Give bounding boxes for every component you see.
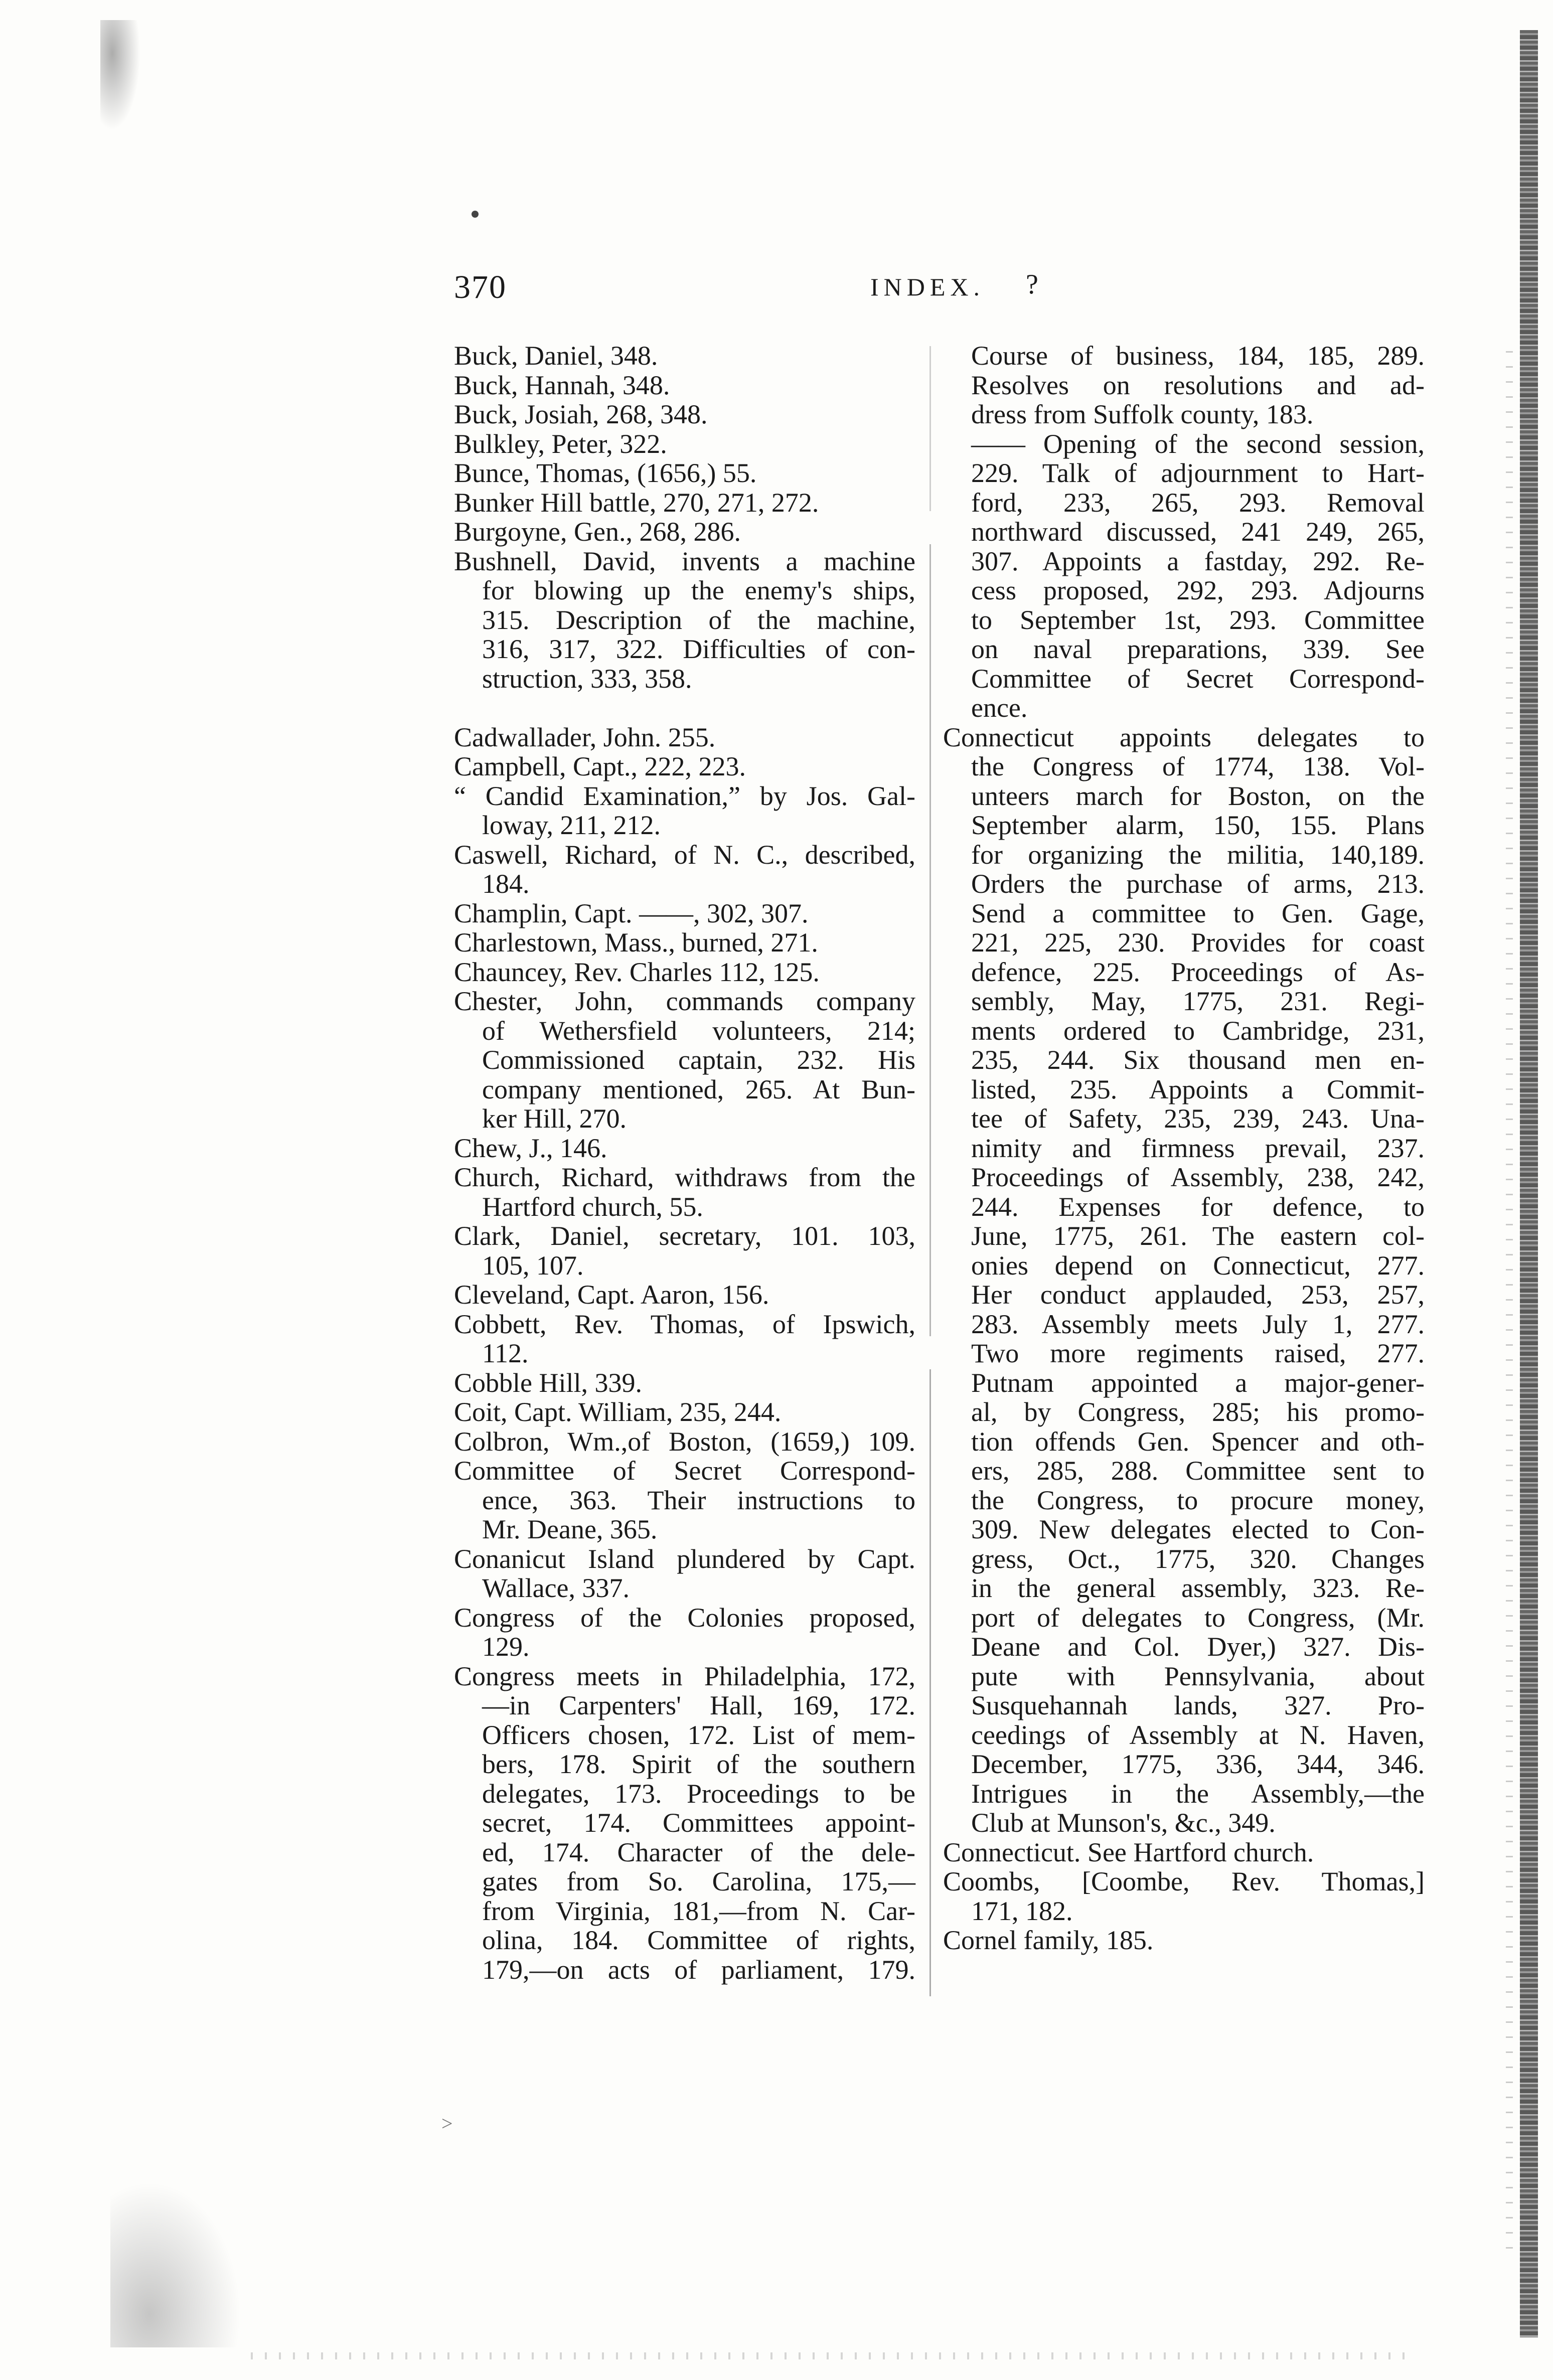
index-line: Commissioned captain, 232. His bbox=[482, 1045, 915, 1075]
index-line: 307. Appoints a fastday, 292. Re- bbox=[971, 546, 1425, 576]
index-line: listed, 235. Appoints a Commit- bbox=[971, 1074, 1425, 1104]
index-line: for organizing the militia, 140,189. bbox=[971, 839, 1425, 870]
index-line: Congress meets in Philadelphia, 172, bbox=[454, 1661, 915, 1691]
index-line: of Wethersfield volunteers, 214; bbox=[482, 1015, 915, 1046]
index-line: Colbron, Wm.,of Boston, (1659,) 109. bbox=[454, 1426, 915, 1457]
index-line: June, 1775, 261. The eastern col- bbox=[971, 1221, 1425, 1251]
index-line: Buck, Daniel, 348. bbox=[454, 341, 658, 371]
index-line: Intrigues in the Assembly,—the bbox=[971, 1778, 1425, 1809]
entry-gap bbox=[454, 693, 915, 723]
index-line: the Congress of 1774, 138. Vol- bbox=[971, 751, 1425, 781]
index-line: pute with Pennsylvania, about bbox=[971, 1661, 1425, 1691]
index-line: ford, 233, 265, 293. Removal bbox=[971, 487, 1425, 518]
index-line: for blowing up the enemy's ships, bbox=[482, 575, 915, 605]
index-line: delegates, 173. Proceedings to be bbox=[482, 1778, 915, 1809]
index-line: —— Opening of the second session, bbox=[971, 428, 1425, 459]
index-line: Two more regiments raised, 277. bbox=[971, 1338, 1425, 1368]
index-line: Bunker Hill battle, 270, 271, 272. bbox=[454, 487, 819, 518]
index-line: cess proposed, 292, 293. Adjourns bbox=[971, 575, 1425, 605]
index-line: 283. Assembly meets July 1, 277. bbox=[971, 1309, 1425, 1339]
index-line: Club at Munson's, &c., 349. bbox=[971, 1808, 1276, 1838]
index-line: Committee of Secret Correspond- bbox=[971, 663, 1425, 694]
index-line: Chauncey, Rev. Charles 112, 125. bbox=[454, 957, 820, 987]
index-column-right bbox=[943, 341, 1425, 1955]
index-line: 105, 107. bbox=[482, 1250, 584, 1281]
index-line: 229. Talk of adjournment to Hart- bbox=[971, 458, 1425, 488]
index-line: ed, 174. Character of the dele- bbox=[482, 1837, 915, 1867]
index-line: ence. bbox=[971, 693, 1028, 723]
index-line: Congress of the Colonies proposed, bbox=[454, 1602, 915, 1633]
margin-mark: > bbox=[441, 2112, 453, 2135]
index-line: “ Candid Examination,” by Jos. Gal- bbox=[454, 780, 915, 811]
index-line: Course of business, 184, 185, 289. bbox=[971, 341, 1425, 371]
index-line: Connecticut appoints delegates to bbox=[943, 722, 1425, 752]
index-line: Church, Richard, withdraws from the bbox=[454, 1162, 915, 1192]
index-line: defence, 225. Proceedings of As- bbox=[971, 957, 1425, 987]
index-line: 129. bbox=[482, 1632, 530, 1662]
index-line: gates from So. Carolina, 175,— bbox=[482, 1866, 915, 1896]
index-line: to September 1st, 293. Committee bbox=[971, 604, 1425, 635]
index-line: Bunce, Thomas, (1656,) 55. bbox=[454, 458, 757, 488]
index-line: Clark, Daniel, secretary, 101. 103, bbox=[454, 1221, 915, 1251]
index-line: dress from Suffolk county, 183. bbox=[971, 399, 1314, 429]
index-line: 309. New delegates elected to Con- bbox=[971, 1514, 1425, 1544]
index-line: —in Carpenters' Hall, 169, 172. bbox=[482, 1690, 915, 1720]
index-line: Coit, Capt. William, 235, 244. bbox=[454, 1397, 782, 1427]
index-line: northward discussed, 241 249, 265, bbox=[971, 517, 1425, 547]
index-line: 316, 317, 322. Difficulties of con- bbox=[482, 634, 915, 664]
index-line: Cleveland, Capt. Aaron, 156. bbox=[454, 1280, 769, 1310]
index-line: Champlin, Capt. ——, 302, 307. bbox=[454, 898, 809, 928]
page-number: 370 bbox=[454, 269, 507, 305]
index-line: Cobbett, Rev. Thomas, of Ipswich, bbox=[454, 1309, 915, 1339]
index-line: Susquehannah lands, 327. Pro- bbox=[971, 1690, 1425, 1720]
index-line: Chew, J., 146. bbox=[454, 1133, 607, 1163]
index-line: company mentioned, 265. At Bun- bbox=[482, 1074, 915, 1104]
index-line: ker Hill, 270. bbox=[482, 1103, 627, 1134]
index-line: from Virginia, 181,—from N. Car- bbox=[482, 1895, 915, 1926]
index-line: Putnam appointed a major-gener- bbox=[971, 1367, 1425, 1398]
index-line: ceedings of Assembly at N. Haven, bbox=[971, 1719, 1425, 1750]
scan-edge-artifact bbox=[110, 2182, 241, 2347]
index-line: the Congress, to procure money, bbox=[971, 1485, 1425, 1515]
index-line: 184. bbox=[482, 869, 530, 899]
index-line: ers, 285, 288. Committee sent to bbox=[971, 1456, 1425, 1486]
index-line: tion offends Gen. Spencer and oth- bbox=[971, 1426, 1425, 1457]
index-line: Mr. Deane, 365. bbox=[482, 1514, 658, 1544]
index-line: Hartford church, 55. bbox=[482, 1191, 703, 1222]
index-line: 221, 225, 230. Provides for coast bbox=[971, 927, 1425, 958]
index-line: ence, 363. Their instructions to bbox=[482, 1485, 915, 1515]
column-divider bbox=[929, 346, 931, 1996]
index-line: on naval preparations, 339. See bbox=[971, 634, 1425, 664]
index-line: bers, 178. Spirit of the southern bbox=[482, 1749, 915, 1779]
index-line: port of delegates to Congress, (Mr. bbox=[971, 1602, 1425, 1633]
index-line: unteers march for Boston, on the bbox=[971, 780, 1425, 811]
index-line: 171, 182. bbox=[971, 1895, 1073, 1926]
index-line: Coombs, [Coombe, Rev. Thomas,] bbox=[943, 1866, 1425, 1896]
index-line: Orders the purchase of arms, 213. bbox=[971, 869, 1425, 899]
index-line: Her conduct applauded, 253, 257, bbox=[971, 1280, 1425, 1310]
index-line: gress, Oct., 1775, 320. Changes bbox=[971, 1543, 1425, 1574]
index-line: December, 1775, 336, 344, 346. bbox=[971, 1749, 1425, 1779]
index-line: Charlestown, Mass., burned, 271. bbox=[454, 927, 818, 958]
scan-edge-artifact bbox=[1506, 351, 1513, 2257]
index-line: Buck, Josiah, 268, 348. bbox=[454, 399, 708, 429]
header-mark: ? bbox=[1026, 269, 1038, 300]
index-line: 315. Description of the machine, bbox=[482, 604, 915, 635]
scan-edge-artifact bbox=[100, 20, 140, 130]
index-line: ments ordered to Cambridge, 231, bbox=[971, 1015, 1425, 1046]
index-line: sembly, May, 1775, 231. Regi- bbox=[971, 986, 1425, 1016]
index-line: Deane and Col. Dyer,) 327. Dis- bbox=[971, 1632, 1425, 1662]
index-line: Committee of Secret Correspond- bbox=[454, 1456, 915, 1486]
index-line: Officers chosen, 172. List of mem- bbox=[482, 1719, 915, 1750]
index-line: in the general assembly, 323. Re- bbox=[971, 1573, 1425, 1603]
index-line: Cobble Hill, 339. bbox=[454, 1367, 642, 1398]
ink-dot bbox=[472, 211, 479, 218]
index-line: struction, 333, 358. bbox=[482, 663, 692, 694]
index-line: Caswell, Richard, of N. C., described, bbox=[454, 839, 915, 870]
running-head: INDEX. bbox=[870, 273, 985, 301]
index-line: tee of Safety, 235, 239, 243. Una- bbox=[971, 1103, 1425, 1134]
index-line: olina, 184. Committee of rights, bbox=[482, 1925, 915, 1955]
index-line: 244. Expenses for defence, to bbox=[971, 1191, 1425, 1222]
index-line: Send a committee to Gen. Gage, bbox=[971, 898, 1425, 928]
index-line: Wallace, 337. bbox=[482, 1573, 630, 1603]
index-line: Connecticut. See Hartford church. bbox=[943, 1837, 1314, 1867]
scan-edge-artifact bbox=[251, 2352, 1405, 2359]
index-line: secret, 174. Committees appoint- bbox=[482, 1808, 915, 1838]
index-line: Resolves on resolutions and ad- bbox=[971, 370, 1425, 400]
index-line: onies depend on Connecticut, 277. bbox=[971, 1250, 1425, 1281]
index-line: Cadwallader, John. 255. bbox=[454, 722, 716, 752]
index-line: al, by Congress, 285; his promo- bbox=[971, 1397, 1425, 1427]
index-column-left bbox=[454, 341, 915, 1984]
index-line: loway, 211, 212. bbox=[482, 810, 661, 840]
index-line: Conanicut Island plundered by Capt. bbox=[454, 1543, 915, 1574]
index-line: nimity and firmness prevail, 237. bbox=[971, 1133, 1425, 1163]
index-line: Chester, John, commands company bbox=[454, 986, 915, 1016]
index-line: Burgoyne, Gen., 268, 286. bbox=[454, 517, 741, 547]
index-line: Campbell, Capt., 222, 223. bbox=[454, 751, 746, 781]
index-line: 235, 244. Six thousand men en- bbox=[971, 1045, 1425, 1075]
index-line: 112. bbox=[482, 1338, 529, 1368]
scan-binding-edge bbox=[1520, 30, 1538, 2337]
page-header bbox=[454, 268, 1452, 308]
index-line: September alarm, 150, 155. Plans bbox=[971, 810, 1425, 840]
index-line: Bushnell, David, invents a machine bbox=[454, 546, 915, 576]
index-line: Cornel family, 185. bbox=[943, 1925, 1154, 1955]
index-line: Buck, Hannah, 348. bbox=[454, 370, 670, 400]
index-line: 179,—on acts of parliament, 179. bbox=[482, 1954, 915, 1985]
index-line: Bulkley, Peter, 322. bbox=[454, 428, 667, 459]
index-line: Proceedings of Assembly, 238, 242, bbox=[971, 1162, 1425, 1192]
